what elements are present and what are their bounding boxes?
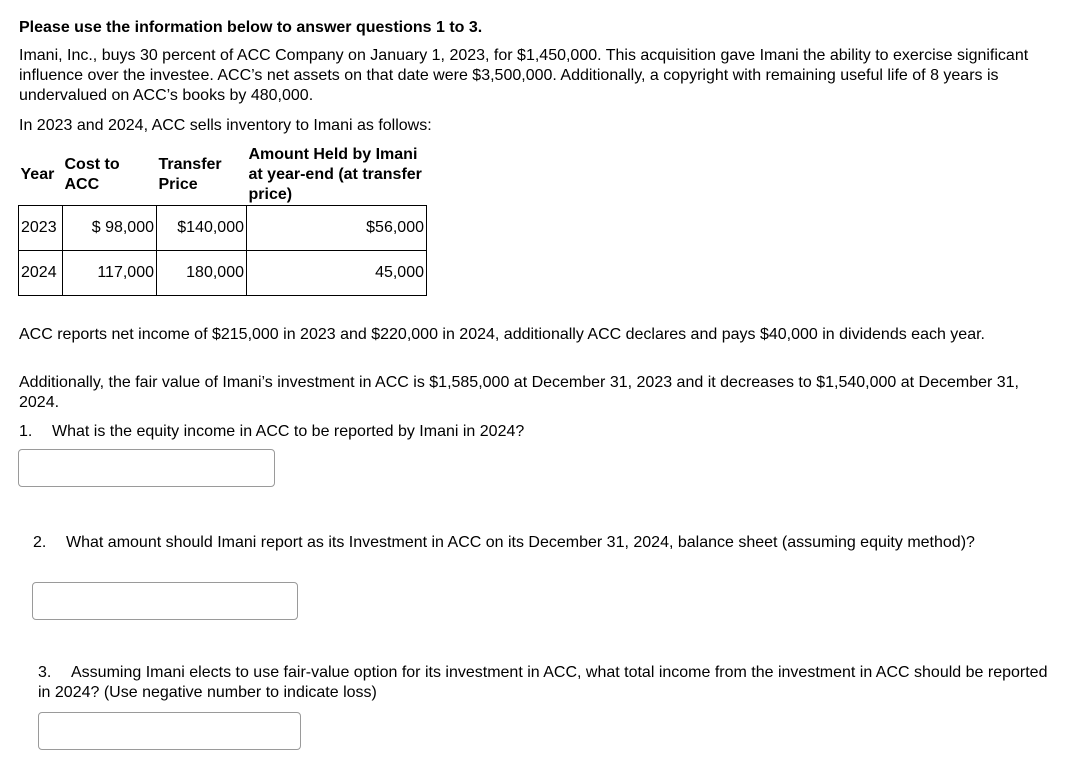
row-transfer: 180,000 bbox=[157, 251, 247, 296]
question-1-text: What is the equity income in ACC to be reported by Imani in 2024? bbox=[52, 423, 525, 440]
header-year: Year bbox=[19, 145, 63, 206]
question-2 bbox=[33, 533, 1043, 553]
row-transfer: $140,000 bbox=[157, 206, 247, 251]
answer-1-input[interactable] bbox=[18, 449, 275, 487]
row-year: 2023 bbox=[19, 206, 63, 251]
question-3-number: 3. bbox=[38, 664, 52, 681]
question-3-text: Assuming Imani elects to use fair-value option for its investment in ACC, what total income from the investment in ACC should be reported in 2024? (Use negative number to indicate loss) bbox=[38, 664, 1048, 701]
inventory-table bbox=[18, 145, 427, 296]
header-transfer-price: Transfer Price bbox=[157, 145, 247, 206]
fair-value-paragraph: Additionally, the fair value of Imani’s investment in ACC is $1,585,000 at December 31, 2023 and it decreases to $1,540,000 at December 31, 2024. bbox=[19, 374, 1019, 411]
row-cost: $ 98,000 bbox=[63, 206, 157, 251]
answer-2-input[interactable] bbox=[32, 582, 298, 620]
question-1-number: 1. bbox=[19, 423, 33, 440]
row-held: 45,000 bbox=[247, 251, 427, 296]
question-3 bbox=[38, 663, 1048, 703]
header-cost: Cost to ACC bbox=[63, 145, 157, 206]
scenario-paragraph: Imani, Inc., buys 30 percent of ACC Company on January 1, 2023, for $1,450,000. This acquisition gave Imani the ability to exercise significant influence over the investee. ACC’s net assets on that date were $3,500,000. Additionally, a copyright with remaining useful life of 8 years is undervalued on ACC’s books by 480,000. bbox=[19, 47, 1029, 104]
net-income-paragraph: ACC reports net income of $215,000 in 2023 and $220,000 in 2024, additionally ACC declares and pays $40,000 in dividends each year. bbox=[19, 326, 985, 343]
header-amount-held: Amount Held by Imani at year-end (at transfer price) bbox=[247, 145, 427, 206]
question-2-text: What amount should Imani report as its Investment in ACC on its December 31, 2024, balance sheet (assuming equity method)? bbox=[66, 534, 975, 551]
row-cost: 117,000 bbox=[63, 251, 157, 296]
answer-3-input[interactable] bbox=[38, 712, 301, 750]
question-2-number: 2. bbox=[33, 534, 47, 551]
intro-heading: Please use the information below to answer questions 1 to 3. bbox=[19, 19, 483, 36]
inventory-intro: In 2023 and 2024, ACC sells inventory to Imani as follows: bbox=[19, 117, 432, 134]
row-year: 2024 bbox=[19, 251, 63, 296]
table-header-row bbox=[19, 145, 427, 206]
row-held: $56,000 bbox=[247, 206, 427, 251]
table-row bbox=[19, 251, 427, 296]
question-1 bbox=[19, 422, 524, 442]
table-row bbox=[19, 206, 427, 251]
